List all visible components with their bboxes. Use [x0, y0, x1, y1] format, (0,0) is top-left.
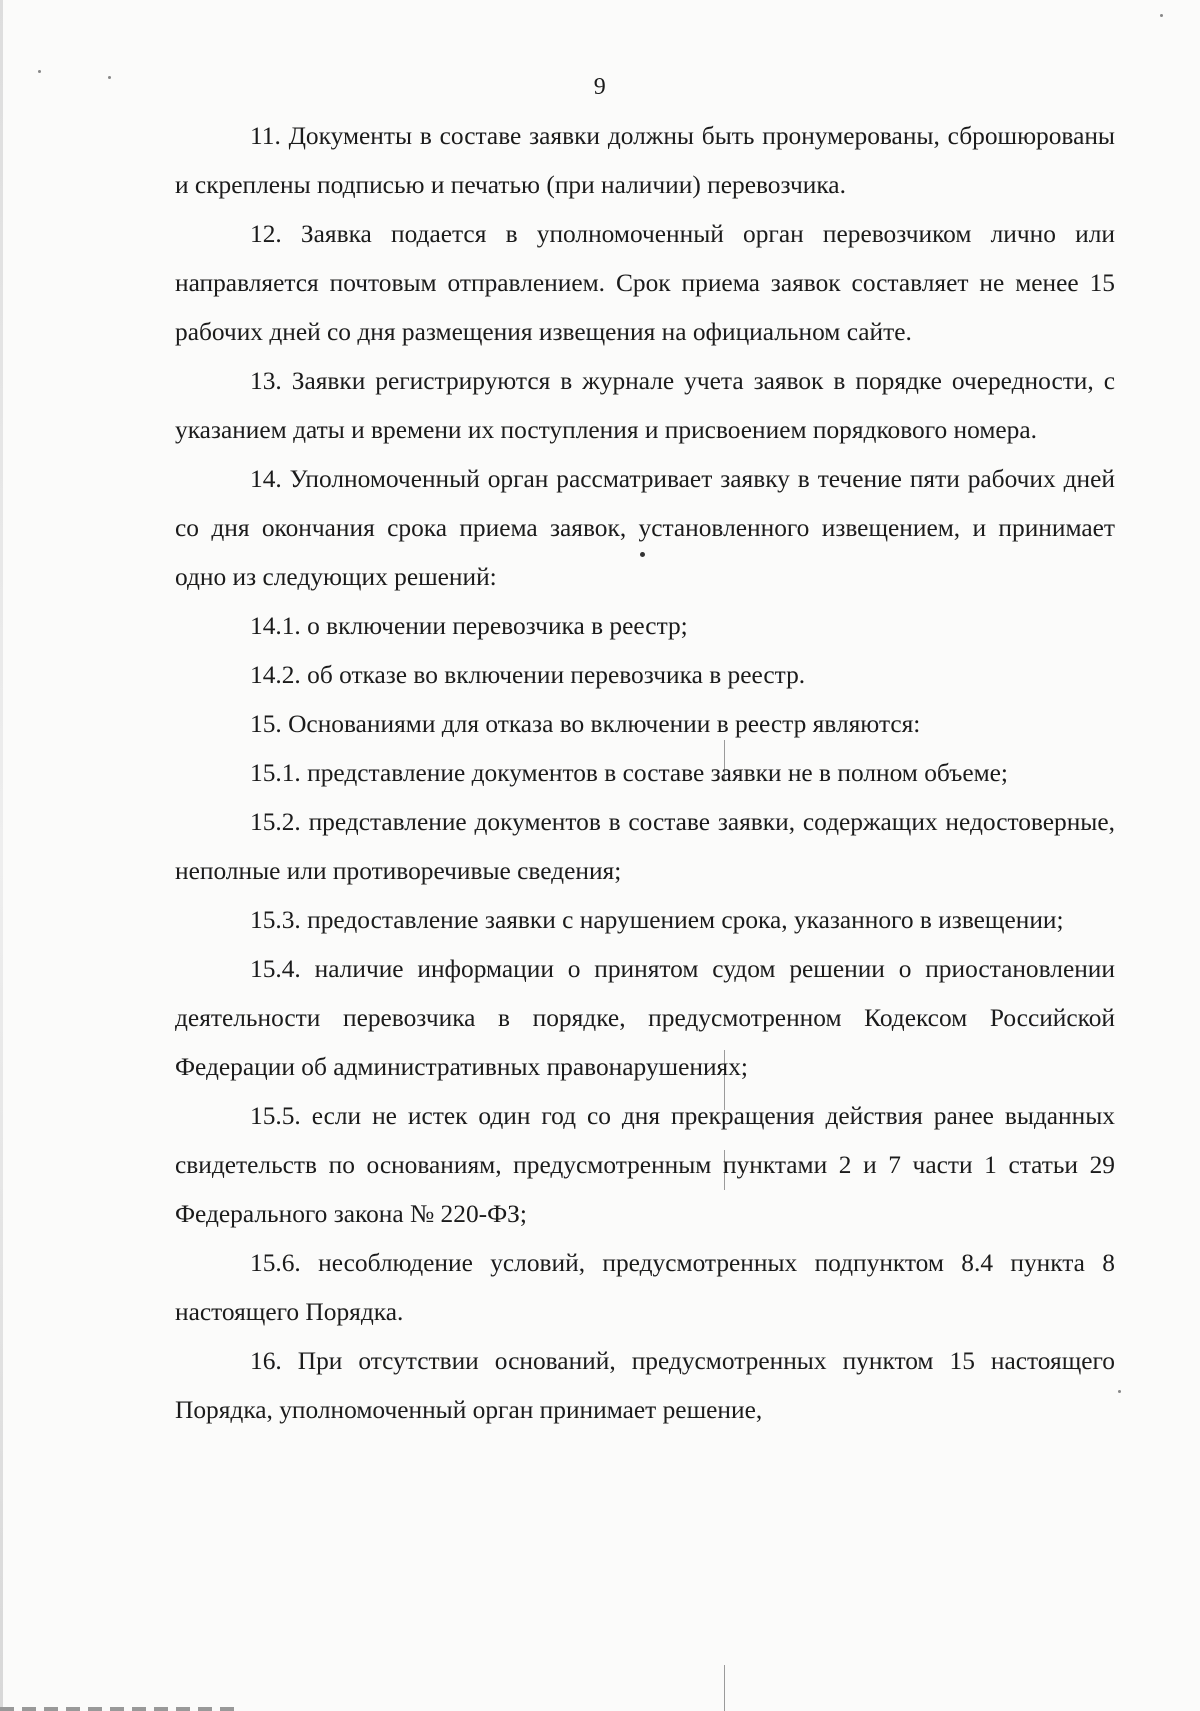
scan-fold-line [724, 1665, 725, 1711]
paragraph-15-6: 15.6. несоблюдение условий, предусмотренных подпунктом 8.4 пункта 8 настоящего Порядка. [175, 1249, 1115, 1326]
paragraph-14-1: 14.1. о включении перевозчика в реестр; [250, 612, 688, 640]
paragraph-12: 12. Заявка подается в уполномоченный орган перевозчиком лично или направляется почтовым отправлением. Срок приема заявок составляет не менее 15 рабочих дней со дня размещения извещения на официальном сайте. [175, 220, 1115, 346]
scan-speck [38, 70, 41, 73]
paragraph-16: 16. При отсутствии оснований, предусмотренных пунктом 15 настоящего Порядка, уполномоченный орган принимает решение, [175, 1347, 1115, 1424]
page-number: 9 [593, 74, 607, 100]
paragraph-11: 11. Документы в составе заявки должны быть пронумерованы, сброшюрованы и скреплены подписью и печатью (при наличии) перевозчика. [175, 122, 1115, 199]
paragraph-15-1: 15.1. представление документов в составе заявки не в полном объеме; [250, 759, 1008, 787]
paragraph-15-2: 15.2. представление документов в составе заявки, содержащих недостоверные, неполные или противоречивые сведения; [175, 808, 1115, 885]
paragraph-15-5: 15.5. если не истек один год со дня прекращения действия ранее выданных свидетельств по основаниям, предусмотренным пунктами 2 и 7 части 1 статьи 29 Федерального закона № 220-ФЗ; [175, 1102, 1115, 1228]
paragraph-13: 13. Заявки регистрируются в журнале учета заявок в порядке очередности, с указанием даты и времени их поступления и присвоением порядкового номера. [175, 367, 1115, 444]
paragraph-14-2: 14.2. об отказе во включении перевозчика в реестр. [250, 661, 806, 689]
document-body [175, 112, 1115, 1435]
scan-speck [1118, 1390, 1121, 1393]
scan-left-edge [0, 0, 3, 1711]
paragraph-14: 14. Уполномоченный орган рассматривает заявку в течение пяти рабочих дней со дня окончания срока приема заявок, установленного извещением, и принимает одно из следующих решений: [175, 465, 1115, 591]
scan-speck [1160, 14, 1163, 17]
paragraph-15-3: 15.3. предоставление заявки с нарушением срока, указанного в извещении; [250, 906, 1064, 934]
paragraph-15: 15. Основаниями для отказа во включении в реестр являются: [250, 710, 921, 738]
scan-bottom-edge [0, 1707, 240, 1711]
paragraph-15-4: 15.4. наличие информации о принятом судом решении о приостановлении деятельности перевозчика в порядке, предусмотренном Кодексом Российской Федерации об административных правонарушениях; [175, 955, 1115, 1081]
